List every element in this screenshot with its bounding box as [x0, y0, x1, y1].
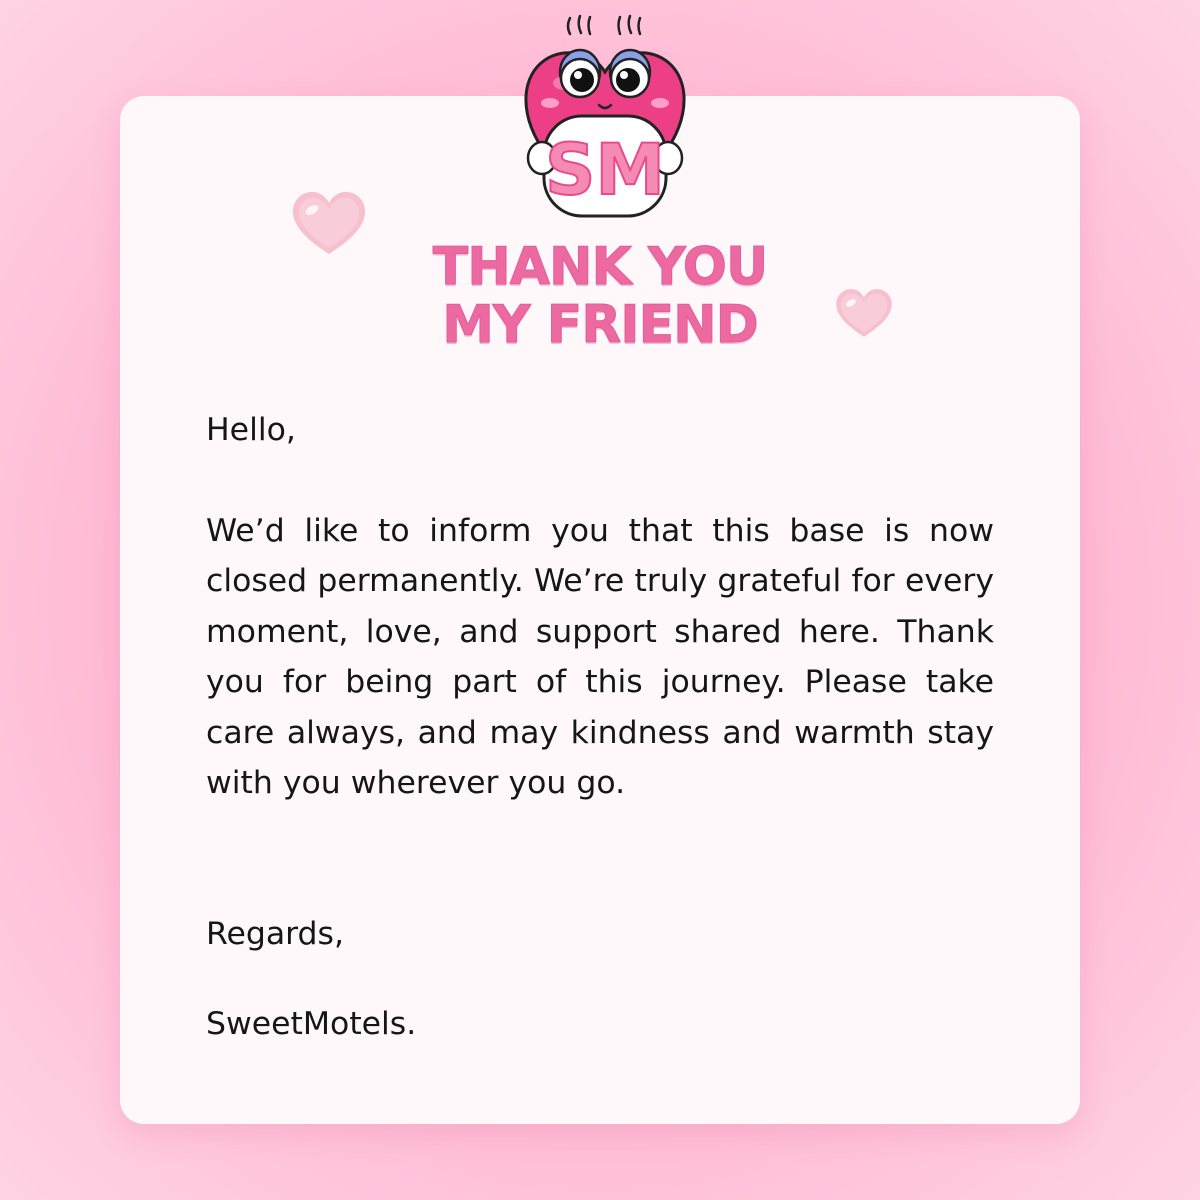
letter-signature: SweetMotels.: [206, 1006, 417, 1042]
heart-icon: [834, 286, 894, 340]
headline-line-2: MY FRIEND: [442, 295, 758, 355]
letter-paragraph: We’d like to inform you that this base is now closed permanently. We’re truly grateful for every moment, love, and support shared here. Thank you for being part of this journey. Please take care always, and may kindness and warmth stay with you wherever you go.: [206, 512, 994, 801]
heart-mascot-icon: [520, 8, 690, 224]
letter-closing: Regards,: [206, 915, 344, 952]
letter-body: [206, 405, 994, 1050]
heart-icon: [290, 188, 368, 258]
headline-line-1: THANK YOU: [432, 237, 768, 297]
page-title: [400, 238, 800, 354]
logo-monogram: SM: [544, 129, 666, 211]
letter-greeting: Hello,: [206, 412, 296, 448]
